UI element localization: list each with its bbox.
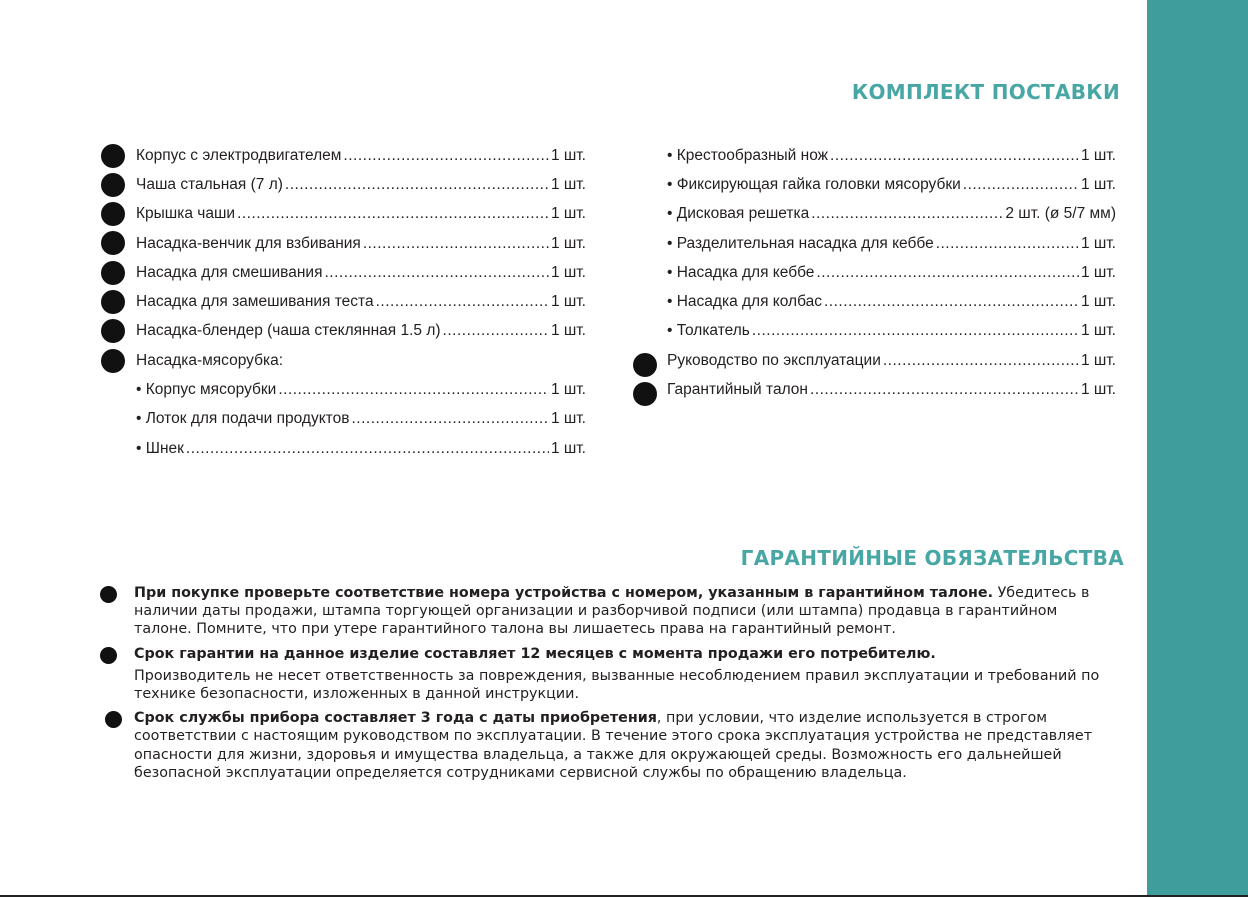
item-qty: 1 шт. (550, 293, 586, 311)
item-qty: 1 шт. (550, 410, 586, 428)
item-label: • Толкатель (667, 322, 750, 340)
list-item (632, 287, 1116, 316)
list-item (632, 200, 1116, 229)
item-qty: 1 шт. (1080, 322, 1116, 340)
list-item (101, 375, 586, 404)
paragraph-text: Производитель не несет ответственность за повреждения, вызванные несоблюдением правил эксплуатации и требований по технике безопасности, изложенных в данной инструкции. (134, 667, 1100, 703)
item-qty: 1 шт. (1080, 351, 1116, 369)
item-qty: 1 шт. (1080, 381, 1116, 399)
dot-leader (811, 205, 1003, 223)
item-label: • Насадка для кеббе (667, 263, 815, 281)
list-item (101, 141, 586, 170)
bullet-icon (101, 173, 125, 197)
list-item (101, 170, 586, 199)
dot-leader (752, 322, 1079, 340)
warranty-paragraph (100, 584, 1110, 639)
list-item (101, 287, 586, 316)
dot-leader (963, 176, 1079, 194)
item-label: Гарантийный талон (667, 381, 808, 399)
dot-leader (343, 147, 549, 165)
item-qty: 1 шт. (1080, 175, 1116, 193)
warranty-paragraph (100, 667, 1110, 703)
item-qty: 1 шт. (550, 322, 586, 340)
dot-leader (237, 205, 549, 223)
item-label: Насадка для смешивания (136, 263, 323, 281)
list-item (632, 375, 1116, 404)
list-item (101, 317, 586, 346)
dot-leader (816, 264, 1079, 282)
dot-leader (824, 293, 1079, 311)
bullet-icon (101, 261, 125, 285)
list-item (632, 317, 1116, 346)
item-label: Крышка чаши (136, 205, 236, 223)
bullet-icon (101, 290, 125, 314)
paragraph-text: , при условии, что изделие используется в строгом соответствии с настоящим руководством по эксплуатации. В течение этого срока эксплуатация устройства не представляет опасности для жизни, здоровья и имущества владельца, а также для окружающей среды. Возможность его дальнейшей безопасной эксплуатации определяется сотрудниками сервисной службы по обращению владельца. (134, 710, 1093, 781)
paragraph-bold-text: Срок гарантии на данное изделие составляет 12 месяцев с момента продажи его потребителю. (134, 645, 936, 662)
bullet-icon (101, 202, 125, 226)
item-label: Насадка для замешивания теста (136, 293, 374, 311)
dot-leader (376, 293, 549, 311)
warranty-paragraph (100, 645, 1110, 663)
item-qty: 1 шт. (550, 439, 586, 457)
warranty-text (100, 584, 1110, 788)
item-label: Насадка-мясорубка: (136, 351, 284, 369)
bullet-icon (100, 586, 117, 603)
item-label: • Лоток для подачи продуктов (136, 410, 350, 428)
item-qty: 1 шт. (550, 205, 586, 223)
item-label: • Насадка для колбас (667, 293, 822, 311)
kit-heading: КОМПЛЕКТ ПОСТАВКИ (851, 80, 1120, 104)
dot-leader (285, 176, 549, 194)
warranty-paragraph (100, 709, 1110, 782)
dot-leader (324, 264, 548, 282)
dot-leader (830, 147, 1079, 165)
item-label: • Дисковая решетка (667, 205, 810, 223)
bullet-icon (100, 647, 117, 664)
item-qty: 1 шт. (550, 381, 586, 399)
bullet-icon (101, 349, 125, 373)
item-qty: 1 шт. (1080, 263, 1116, 281)
bullet-icon (101, 144, 125, 168)
item-qty: 1 шт. (1080, 146, 1116, 164)
dot-leader (363, 235, 549, 253)
bullet-icon (105, 711, 122, 728)
kit-list-left (101, 141, 586, 463)
item-label: • Разделительная насадка для кеббе (667, 234, 934, 252)
list-item (101, 346, 586, 375)
item-label: Руководство по эксплуатации (667, 351, 881, 369)
item-label: • Фиксирующая гайка головки мясорубки (667, 175, 961, 193)
dot-leader (351, 410, 548, 428)
item-label: • Крестообразный нож (667, 146, 829, 164)
item-label: • Корпус мясорубки (136, 381, 277, 399)
list-item (101, 229, 586, 258)
bullet-icon (633, 353, 657, 377)
item-qty: 1 шт. (550, 175, 586, 193)
side-color-bar (1147, 0, 1248, 895)
list-item (101, 258, 586, 287)
item-qty: 1 шт. (550, 146, 586, 164)
dot-leader (810, 381, 1079, 399)
list-item (101, 200, 586, 229)
item-label: Корпус с электродвигателем (136, 146, 342, 164)
dot-leader (278, 381, 549, 399)
list-item (632, 258, 1116, 287)
paragraph-bold-text: Срок службы прибора составляет 3 года с даты приобретения (134, 710, 657, 727)
list-item (632, 141, 1116, 170)
dot-leader (186, 440, 549, 458)
list-item (632, 229, 1116, 258)
warranty-heading: ГАРАНТИЙНЫЕ ОБЯЗАТЕЛЬСТВА (740, 546, 1124, 570)
dot-leader (443, 322, 549, 340)
item-label: • Шнек (136, 439, 184, 457)
item-qty: 1 шт. (1080, 234, 1116, 252)
paragraph-text: Убедитесь в наличии даты продажи, штампа торгующей организации и разборчивой подписи (или штампа) продавца в гарантийном талоне. Помните, что при утере гарантийного талона вы лишаетесь права на гарантийный ремонт. (134, 585, 1090, 638)
item-qty: 2 шт. (ø 5/7 мм) (1005, 205, 1116, 223)
kit-list-right (632, 141, 1116, 405)
item-qty: 1 шт. (550, 263, 586, 281)
dot-leader (936, 235, 1079, 253)
list-item (101, 405, 586, 434)
item-label: Насадка-венчик для взбивания (136, 234, 361, 252)
list-item (632, 346, 1116, 375)
dot-leader (883, 352, 1079, 370)
item-qty: 1 шт. (550, 234, 586, 252)
paragraph-bold-text: При покупке проверьте соответствие номера устройства с номером, указанным в гарантийном талоне. (134, 585, 994, 601)
item-qty: 1 шт. (1080, 293, 1116, 311)
item-label: Насадка-блендер (чаша стеклянная 1.5 л) (136, 322, 441, 340)
bullet-icon (633, 382, 657, 406)
item-label: Чаша стальная (7 л) (136, 175, 283, 193)
list-item (632, 170, 1116, 199)
list-item (101, 434, 586, 463)
